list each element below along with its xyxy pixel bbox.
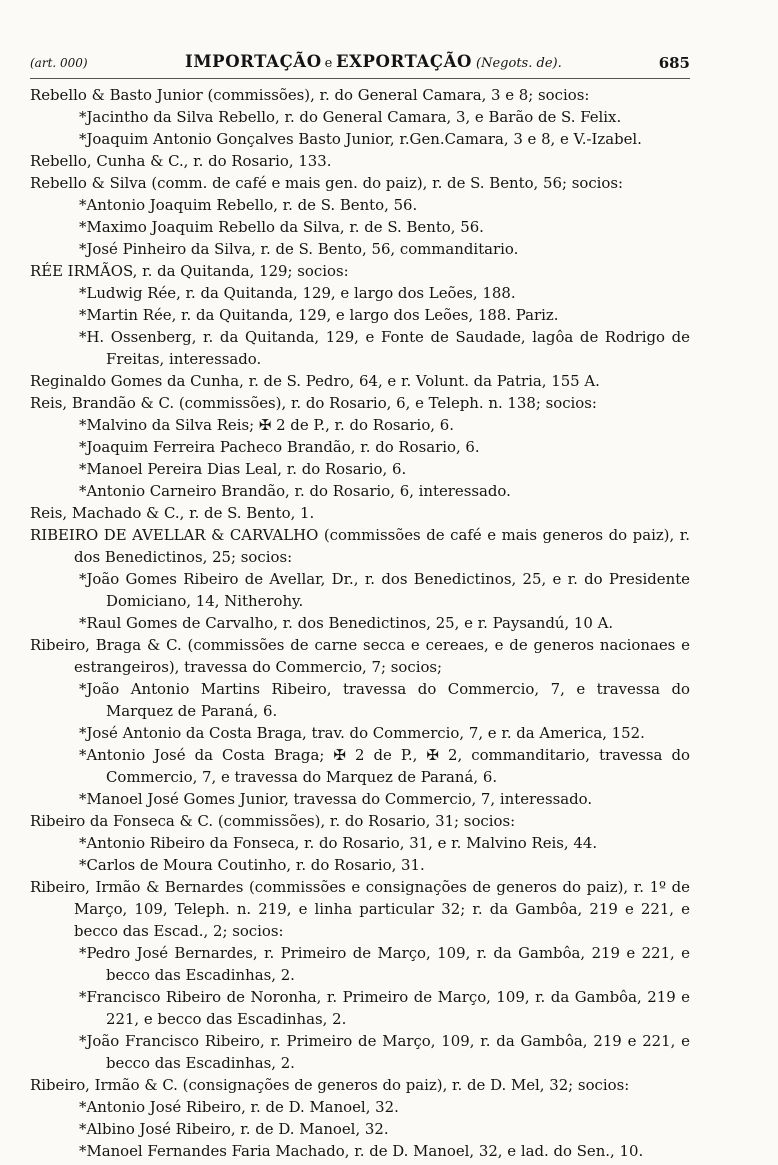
firm-entry: Rebello & Basto Junior (commissões), r. do General Camara, 3 e 8; socios: bbox=[30, 86, 590, 104]
header-title bbox=[185, 52, 562, 71]
partner-entry: *Francisco Ribeiro de Noronha, r. Primeiro de Março, 109, r. da Gambôa, 219 e 221, e becco das Escadinhas, 2. bbox=[79, 988, 690, 1028]
partner-entry: *Antonio José da Costa Braga; ✠ 2 de P., ✠ 2, commanditario, travessa do Commercio, 7, e travessa do Marquez de Paraná, 6. bbox=[79, 746, 690, 786]
partner-entry: *José Pinheiro da Silva, r. de S. Bento, 56, commanditario. bbox=[79, 240, 519, 258]
partner-entry: *Malvino da Silva Reis; ✠ 2 de P., r. do Rosario, 6. bbox=[79, 416, 454, 434]
partner-entry: *Antonio Joaquim Rebello, r. de S. Bento, 56. bbox=[79, 196, 418, 214]
partner-entry: *Pedro José Bernardes, r. Primeiro de Março, 109, r. da Gambôa, 219 e 221, e becco das Escadinhas, 2. bbox=[79, 944, 690, 984]
partner-entry: *Maximo Joaquim Rebello da Silva, r. de S. Bento, 56. bbox=[79, 218, 484, 236]
partner-entry: *Albino José Ribeiro, r. de D. Manoel, 32. bbox=[79, 1120, 389, 1138]
partner-entry: *Manoel Pereira Dias Leal, r. do Rosario, 6. bbox=[79, 460, 407, 478]
partner-entry: *Joaquim Antonio Gonçalves Basto Junior, r.Gen.Camara, 3 e 8, e V.-Izabel. bbox=[79, 130, 642, 148]
firm-entry: Rebello, Cunha & C., r. do Rosario, 133. bbox=[30, 152, 332, 170]
partner-entry: *Manoel Fernandes Faria Machado, r. de D. Manoel, 32, e lad. do Sen., 10. bbox=[79, 1142, 644, 1160]
firm-entry: Ribeiro, Irmão & Bernardes (commissões e consignações de generos do paiz), r. 1º de Março, 109, Teleph. n. 219, e linha particular 32; r. da Gambôa, 219 e 221, e becco das Escad., 2; socios: bbox=[30, 878, 690, 940]
header-section-ref: (art. 000) bbox=[30, 56, 88, 70]
partner-entry: *Antonio Carneiro Brandão, r. do Rosario, 6, interessado. bbox=[79, 482, 511, 500]
partner-entry: *João Gomes Ribeiro de Avellar, Dr., r. dos Benedictinos, 25, e r. do Presidente Domiciano, 14, Nitherohy. bbox=[79, 570, 690, 610]
firm-entry: Rebello & Silva (comm. de café e mais gen. do paiz), r. de S. Bento, 56; socios: bbox=[30, 174, 624, 192]
firm-entry: RÉE IRMÃOS, r. da Quitanda, 129; socios: bbox=[30, 262, 349, 280]
partner-entry: *Manoel José Gomes Junior, travessa do Commercio, 7, interessado. bbox=[79, 790, 593, 808]
firm-entry: RIBEIRO DE AVELLAR & CARVALHO (commissões de café e mais generos do paiz), r. dos Benedictinos, 25; socios: bbox=[30, 526, 690, 566]
partner-entry: *Antonio Ribeiro da Fonseca, r. do Rosario, 31, e r. Malvino Reis, 44. bbox=[79, 834, 598, 852]
firm-entry: Ribeiro, Braga & C. (commissões de carne secca e cereaes, e de generos nacionaes e estrangeiros), travessa do Commercio, 7; socios; bbox=[30, 636, 690, 676]
partner-entry: *Joaquim Ferreira Pacheco Brandão, r. do Rosario, 6. bbox=[79, 438, 480, 456]
header-rule bbox=[30, 78, 690, 79]
partner-entry: *João Francisco Ribeiro, r. Primeiro de Março, 109, r. da Gambôa, 219 e 221, e becco das Escadinhas, 2. bbox=[79, 1032, 690, 1072]
firm-entry: Reis, Brandão & C. (commissões), r. do Rosario, 6, e Teleph. n. 138; socios: bbox=[30, 394, 597, 412]
partner-entry: *João Antonio Martins Ribeiro, travessa do Commercio, 7, e travessa do Marquez de Paraná, 6. bbox=[79, 680, 690, 720]
header-title-conjunction: e bbox=[324, 56, 333, 71]
partner-entry: *Martin Rée, r. da Quitanda, 129, e largo dos Leões, 188. Pariz. bbox=[79, 306, 559, 324]
partner-entry: *Antonio José Ribeiro, r. de D. Manoel, 32. bbox=[79, 1098, 399, 1116]
partner-entry: *José Antonio da Costa Braga, trav. do Commercio, 7, e r. da America, 152. bbox=[79, 724, 645, 742]
firm-entry: Ribeiro da Fonseca & C. (commissões), r. do Rosario, 31; socios: bbox=[30, 812, 516, 830]
page-number: 685 bbox=[658, 54, 690, 72]
firm-entry: Ribeiro, Irmão & C. (consignações de generos do paiz), r. de D. Mel, 32; socios: bbox=[30, 1076, 630, 1094]
page-header bbox=[30, 52, 690, 76]
header-title-export: EXPORTAÇÃO bbox=[335, 52, 473, 71]
partner-entry: *Carlos de Moura Coutinho, r. do Rosario, 31. bbox=[79, 856, 425, 874]
partner-entry: *Ludwig Rée, r. da Quitanda, 129, e largo dos Leões, 188. bbox=[79, 284, 516, 302]
firm-entry: Reis, Machado & C., r. de S. Bento, 1. bbox=[30, 504, 315, 522]
partner-entry: *H. Ossenberg, r. da Quitanda, 129, e Fonte de Saudade, lagôa de Rodrigo de Freitas, interessado. bbox=[79, 328, 690, 368]
partner-entry: *Jacintho da Silva Rebello, r. do General Camara, 3, e Barão de S. Felix. bbox=[79, 108, 622, 126]
partner-entry: *Raul Gomes de Carvalho, r. dos Benedictinos, 25, e r. Paysandú, 10 A. bbox=[79, 614, 614, 632]
firm-entry: Reginaldo Gomes da Cunha, r. de S. Pedro, 64, e r. Volunt. da Patria, 155 A. bbox=[30, 372, 600, 390]
entries-list bbox=[30, 84, 690, 1162]
header-title-import: IMPORTAÇÃO bbox=[185, 52, 322, 71]
header-subtitle: (Negots. de). bbox=[476, 56, 562, 71]
